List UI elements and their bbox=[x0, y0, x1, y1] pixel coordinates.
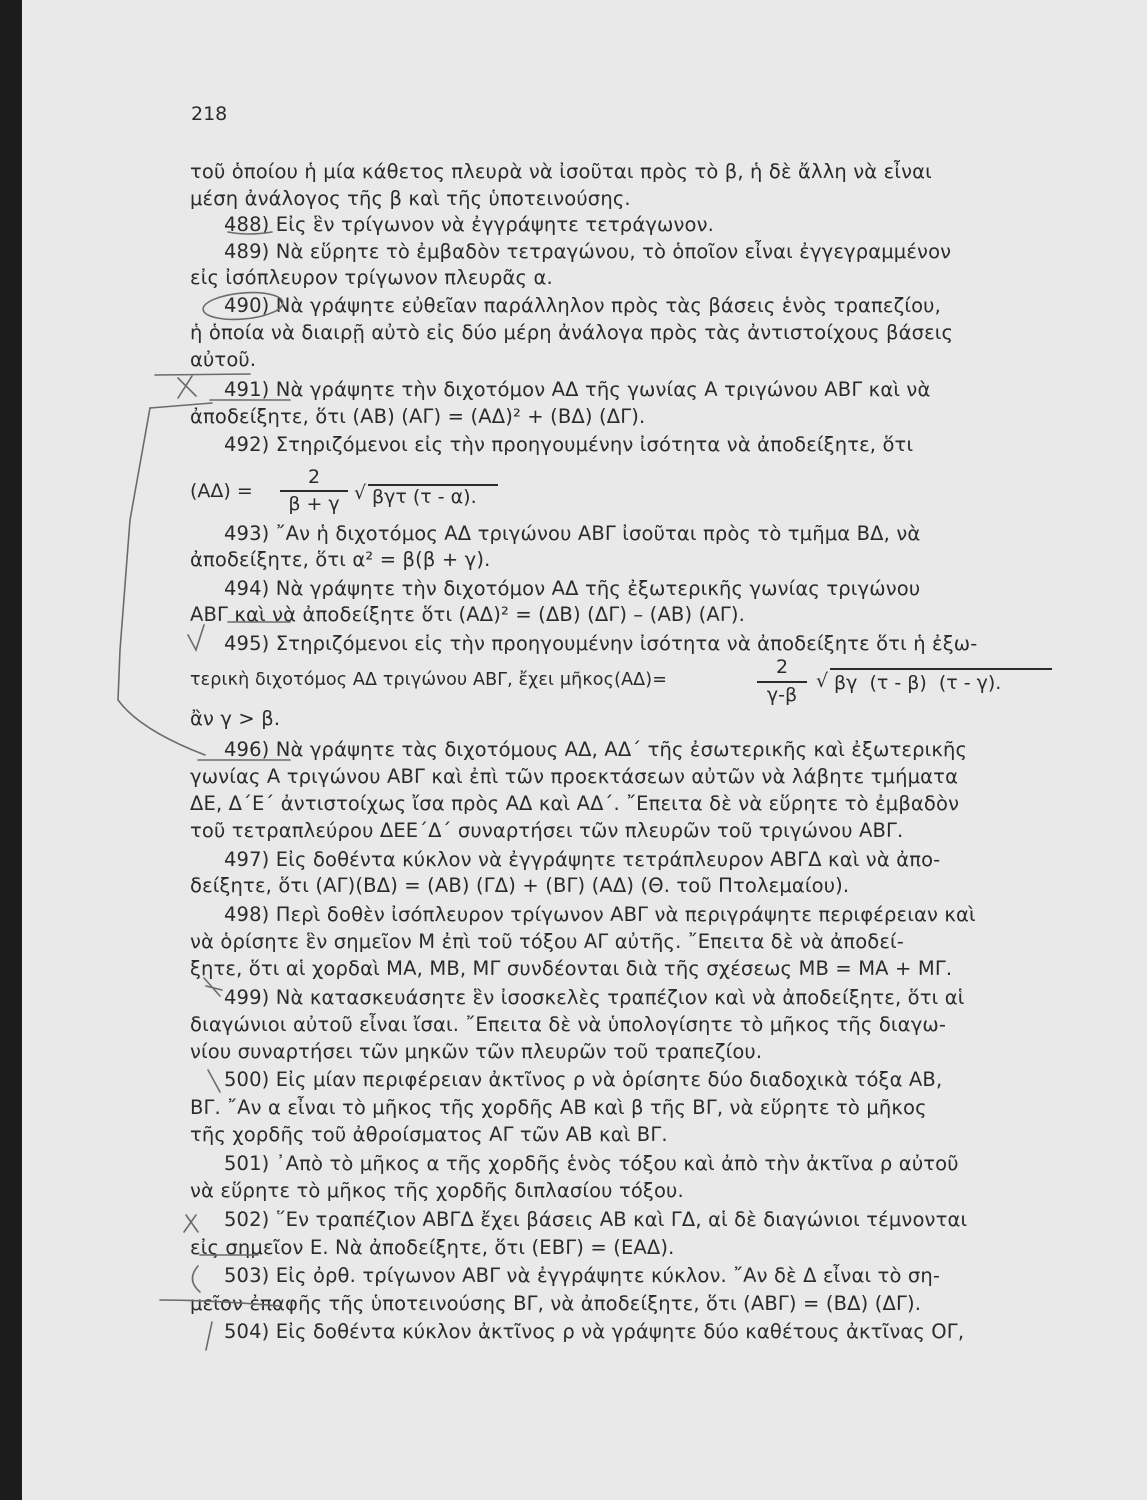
formula-495-fraction-bar bbox=[757, 681, 807, 683]
text-line: ΒΓ. ῎Αν α εἶναι τὸ μῆκος τῆς χορδῆς ΑΒ καὶ β τῆς ΒΓ, νὰ εὕρητε τὸ μῆκος bbox=[190, 1096, 927, 1119]
text-line: τῆς χορδῆς τοῦ ἀθροίσματος ΑΓ τῶν ΑΒ καὶ ΒΓ. bbox=[190, 1123, 668, 1146]
text-line: διαγώνιοι αὐτοῦ εἶναι ἴσαι. ῎Επειτα δὲ νὰ ὑπολογίσητε τὸ μῆκος τῆς διαγω- bbox=[190, 1013, 947, 1036]
exercise-493: 493) ῎Αν ἡ διχοτόμος ΑΔ τριγώνου ΑΒΓ ἰσοῦται πρὸς τὸ τμῆμα ΒΔ, νὰ bbox=[224, 522, 921, 545]
text-line: τοῦ ὁποίου ἡ μία κάθετος πλευρὰ νὰ ἰσοῦται πρὸς τὸ β, ἡ δὲ ἄλλη νὰ εἶναι bbox=[190, 160, 932, 183]
formula-495-vinculum bbox=[830, 668, 1052, 670]
text-line: ΑΒΓ καὶ νὰ ἀποδείξητε ὅτι (ΑΔ)² = (ΔΒ) (ΔΓ) – (ΑΒ) (ΑΓ). bbox=[190, 603, 745, 626]
text-line: ἀποδείξητε, ὅτι α² = β(β + γ). bbox=[190, 548, 491, 571]
text-line: ξητε, ὅτι αἱ χορδαὶ ΜΑ, ΜΒ, ΜΓ συνδέονται διὰ τῆς σχέσεως ΜΒ = ΜΑ + ΜΓ. bbox=[190, 957, 953, 980]
text-line: τερικὴ διχοτόμος ΑΔ τριγώνου ΑΒΓ, ἔχει μῆκος(ΑΔ)= bbox=[190, 670, 668, 690]
formula-495-denominator: γ-β bbox=[766, 684, 798, 706]
formula-495-radicand: βγ (τ - β) (τ - γ). bbox=[834, 672, 1002, 694]
formula-492-numerator: 2 bbox=[307, 466, 321, 488]
text-line: νίου συναρτήσει τῶν μηκῶν τῶν πλευρῶν τοῦ τραπεζίου. bbox=[190, 1040, 763, 1063]
text-line: εἰς ἰσόπλευρον τρίγωνον πλευρᾶς α. bbox=[190, 266, 553, 289]
exercise-500: 500) Εἰς μίαν περιφέρειαν ἀκτῖνος ρ νὰ ὁρίσητε δύο διαδοχικὰ τόξα ΑΒ, bbox=[224, 1068, 943, 1091]
formula-492-radical: √ bbox=[354, 482, 367, 504]
exercise-489: 489) Νὰ εὕρητε τὸ ἐμβαδὸν τετραγώνου, τὸ ὁποῖον εἶναι ἐγγεγραμμένον bbox=[224, 240, 952, 263]
text-line: ἀποδείξητε, ὅτι (ΑΒ) (ΑΓ) = (ΑΔ)² + (ΒΔ) (ΔΓ). bbox=[190, 405, 646, 428]
exercise-497: 497) Εἰς δοθέντα κύκλον νὰ ἐγγράψητε τετράπλευρον ΑΒΓΔ καὶ νὰ ἀπο- bbox=[224, 848, 941, 871]
formula-495-numerator: 2 bbox=[775, 656, 789, 678]
formula-492-lhs: (ΑΔ) = bbox=[190, 480, 253, 502]
page-number: 218 bbox=[191, 103, 228, 125]
text-line: τοῦ τετραπλεύρου ΔΕΕ΄Δ΄ συναρτήσει τῶν πλευρῶν τοῦ τριγώνου ΑΒΓ. bbox=[190, 819, 904, 842]
exercise-503: 503) Εἰς ὀρθ. τρίγωνον ΑΒΓ νὰ ἐγγράψητε κύκλον. ῎Αν δὲ Δ εἶναι τὸ ση- bbox=[224, 1264, 941, 1287]
exercise-488: 488) Εἰς ἓν τρίγωνον νὰ ἐγγράψητε τετράγωνον. bbox=[224, 213, 715, 236]
text-line: ΔΕ, Δ΄Ε΄ ἀντιστοίχως ἴσα πρὸς ΑΔ καὶ ΑΔ΄. ῎Επειτα δὲ νὰ εὕρητε τὸ ἐμβαδὸν bbox=[190, 792, 960, 815]
exercise-494: 494) Νὰ γράψητε τὴν διχοτόμον ΑΔ τῆς ἐξωτερικῆς γωνίας τριγώνου bbox=[224, 577, 921, 600]
text-line: ἂν γ > β. bbox=[190, 707, 281, 730]
text-line: γωνίας Α τριγώνου ΑΒΓ καὶ ἐπὶ τῶν προεκτάσεων αὐτῶν νὰ λάβητε τμήματα bbox=[190, 765, 959, 788]
text-line: δείξητε, ὅτι (ΑΓ)(ΒΔ) = (ΑΒ) (ΓΔ) + (ΒΓ) (ΑΔ) (Θ. τοῦ Πτολεμαίου). bbox=[190, 874, 850, 897]
formula-492-denominator: β + γ bbox=[288, 493, 340, 515]
formula-492-fraction-bar bbox=[280, 490, 348, 492]
exercise-502: 502) ῞Εν τραπέζιον ΑΒΓΔ ἔχει βάσεις ΑΒ καὶ ΓΔ, αἱ δὲ διαγώνιοι τέμνονται bbox=[224, 1208, 968, 1231]
text-line: μέση ἀνάλογος τῆς β καὶ τῆς ὑποτεινούσης. bbox=[190, 187, 631, 210]
formula-492-radicand: βγτ (τ - α). bbox=[372, 486, 477, 508]
text-line: αὐτοῦ. bbox=[190, 348, 257, 371]
exercise-492: 492) Στηριζόμενοι εἰς τὴν προηγουμένην ἰσότητα νὰ ἀποδείξητε, ὅτι bbox=[224, 433, 914, 456]
text-line: νὰ ὁρίσητε ἓν σημεῖον Μ ἐπὶ τοῦ τόξου ΑΓ αὐτῆς. ῎Επειτα δὲ νὰ ἀποδεί- bbox=[190, 930, 904, 953]
text-line: νὰ εὕρητε τὸ μῆκος τῆς χορδῆς διπλασίου τόξου. bbox=[190, 1179, 684, 1202]
exercise-499: 499) Νὰ κατασκευάσητε ἓν ἰσοσκελὲς τραπέζιον καὶ νὰ ἀποδείξητε, ὅτι αἱ bbox=[224, 986, 965, 1009]
text-line: εἰς σημεῖον Ε. Νὰ ἀποδείξητε, ὅτι (ΕΒΓ) = (ΕΑΔ). bbox=[190, 1236, 675, 1259]
text-line: ἡ ὁποία νὰ διαιρῇ αὐτὸ εἰς δύο μέρη ἀνάλογα πρὸς τὰς ἀντιστοίχους βάσεις bbox=[190, 321, 954, 344]
exercise-498: 498) Περὶ δοθὲν ἰσόπλευρον τρίγωνον ΑΒΓ νὰ περιγράψητε περιφέρειαν καὶ bbox=[224, 903, 976, 926]
text-line: μεῖον ἐπαφῆς τῆς ὑποτεινούσης ΒΓ, νὰ ἀποδείξητε, ὅτι (ΑΒΓ) = (ΒΔ) (ΔΓ). bbox=[190, 1292, 922, 1315]
exercise-504: 504) Εἰς δοθέντα κύκλον ἀκτῖνος ρ νὰ γράψητε δύο καθέτους ἀκτῖνας ΟΓ, bbox=[224, 1320, 965, 1343]
exercise-495: 495) Στηριζόμενοι εἰς τὴν προηγουμένην ἰσότητα νὰ ἀποδείξητε ὅτι ἡ ἐξω- bbox=[224, 632, 978, 655]
exercise-490: 490) Νὰ γράψητε εὐθεῖαν παράλληλον πρὸς τὰς βάσεις ἑνὸς τραπεζίου, bbox=[224, 294, 941, 317]
exercise-496: 496) Νὰ γράψητε τὰς διχοτόμους ΑΔ, ΑΔ΄ τῆς ἐσωτερικῆς καὶ ἐξωτερικῆς bbox=[224, 738, 968, 761]
exercise-491: 491) Νὰ γράψητε τὴν διχοτόμον ΑΔ τῆς γωνίας Α τριγώνου ΑΒΓ καὶ νὰ bbox=[224, 378, 931, 401]
exercise-501: 501) ᾿Απὸ τὸ μῆκος α τῆς χορδῆς ἑνὸς τόξου καὶ ἀπὸ τὴν ἀκτῖνα ρ αὐτοῦ bbox=[224, 1152, 959, 1175]
formula-495-radical: √ bbox=[816, 670, 829, 692]
